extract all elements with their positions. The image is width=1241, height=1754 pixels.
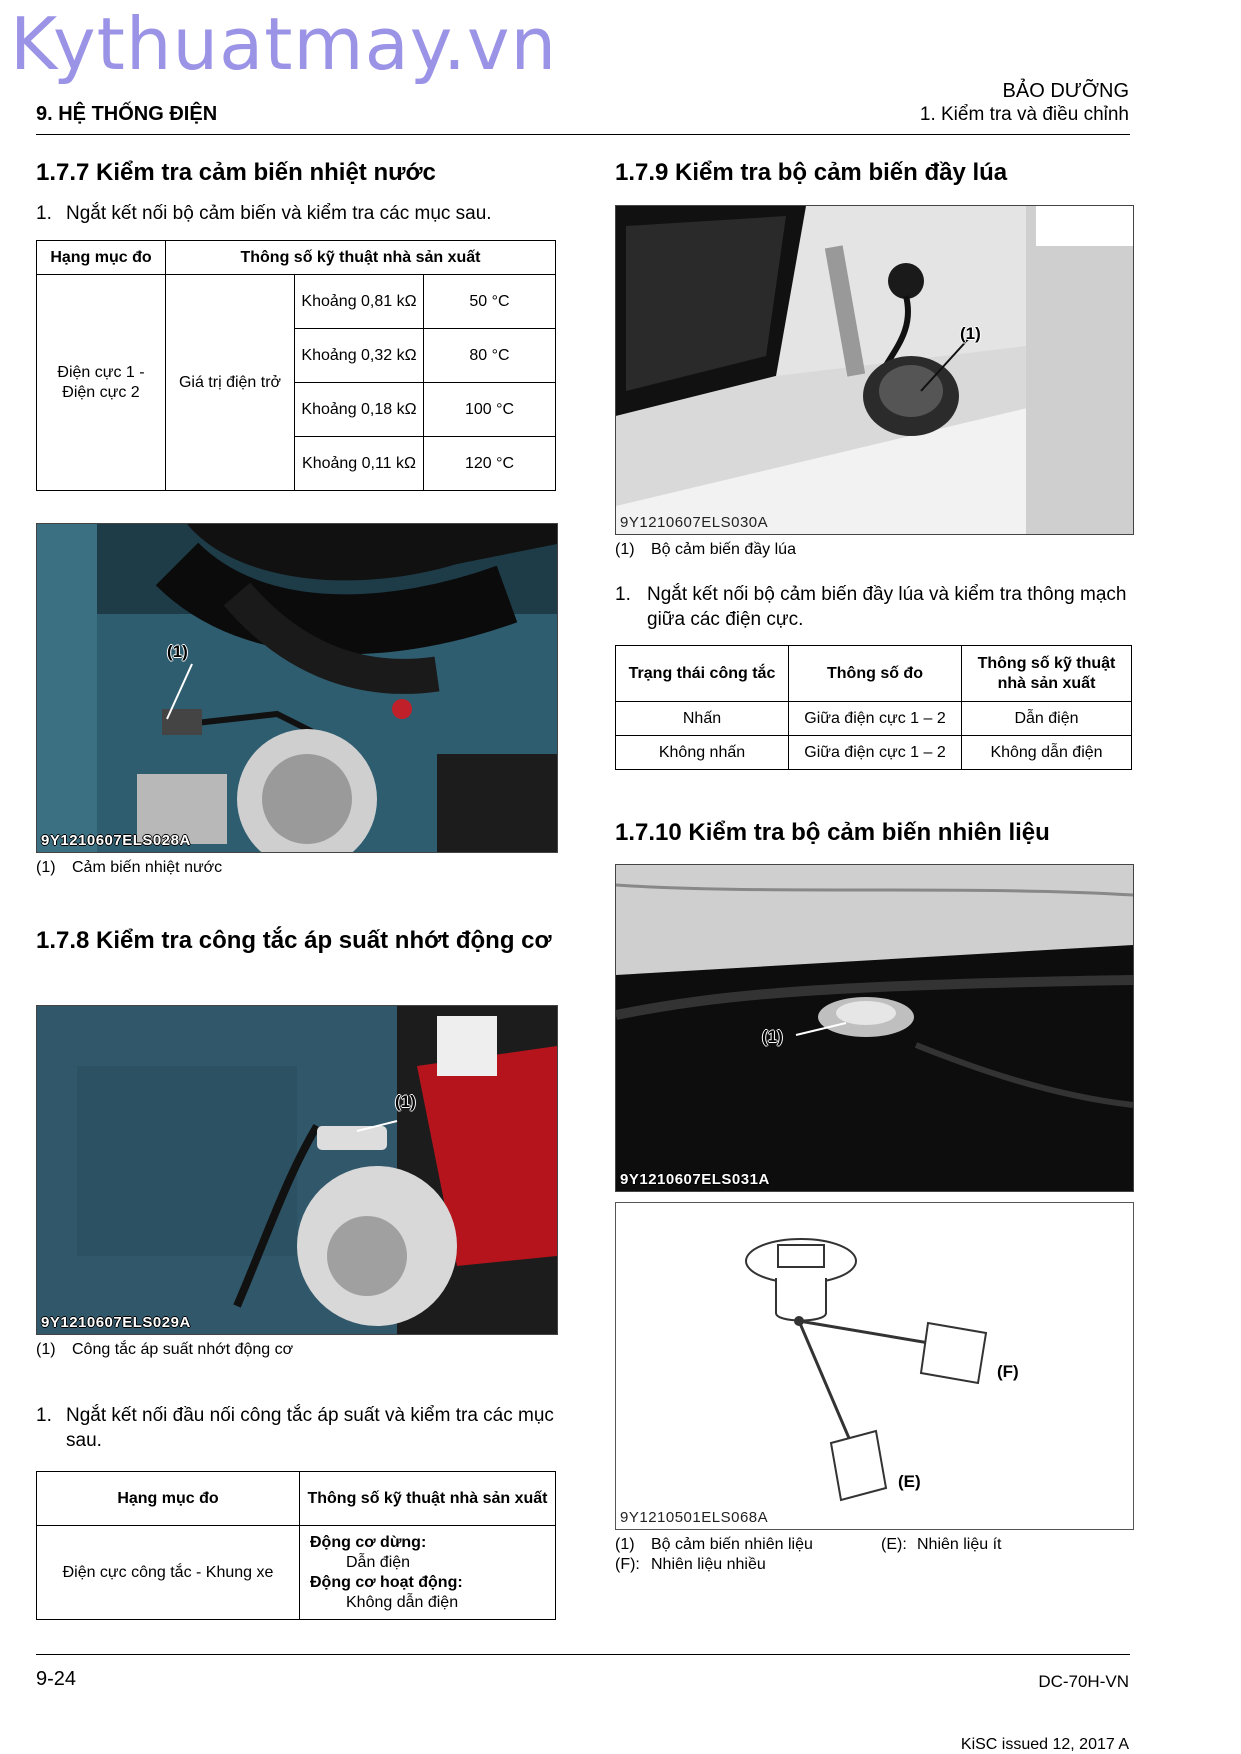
col-header-spec: Thông số kỹ thuật nhà sản xuất [166,241,556,275]
col-header-state: Trạng thái công tắc [616,646,789,702]
caption-number: (1) [36,859,56,876]
caption-number: (F): [615,1556,640,1573]
stop-value: Dẫn điện [346,1553,411,1571]
col-header-measure: Thông số đo [789,646,962,702]
cell-resistance: Khoảng 0,81 kΩ [295,275,424,329]
resistance-table [36,240,556,491]
document-code: DC-70H-VN [1038,1672,1129,1691]
grain-sensor-photo-illustration [616,206,1133,534]
photo-code: 9Y1210607ELS029A [41,1314,191,1331]
cell-temperature: 50 °C [424,275,556,329]
engine-photo-illustration [37,524,557,852]
engine-photo-illustration [37,1006,557,1334]
cell-temperature: 120 °C [424,437,556,491]
step-text: Ngắt kết nối bộ cảm biến đầy lúa và kiểm tra thông mạch giữa các điện cực. [647,584,1127,630]
header-divider [36,134,1130,135]
caption-text: Nhiên liệu ít [917,1536,1002,1553]
cell-temperature: 80 °C [424,329,556,383]
step-number: 1. [36,1405,52,1426]
photo-code: 9Y1210607ELS030A [620,514,769,531]
col-header-spec: Thông số kỹ thuật nhà sản xuất [962,646,1132,702]
heading-1-7-7: 1.7.7 Kiểm tra cảm biến nhiệt nước [36,159,436,186]
chapter-title: BẢO DƯỠNG [1002,80,1129,102]
cell-state: Không nhấn [616,736,789,770]
step-1-7-7 [36,201,556,226]
callout-1: (1) [395,1092,416,1111]
col-header-item: Hạng mục đo [37,1472,300,1526]
diagram-code: 9Y1210501ELS068A [620,1509,769,1526]
step-number: 1. [615,584,631,605]
page-number: 9-24 [36,1668,77,1690]
callout-1: (1) [960,324,981,343]
caption-grain-sensor [615,540,796,560]
step-text: Ngắt kết nối bộ cảm biến và kiểm tra các mục sau. [66,203,492,224]
diagram-fuel-sensor [615,1202,1134,1530]
footer-divider [36,1654,1130,1655]
issue-note: KiSC issued 12, 2017 A [960,1736,1129,1753]
subchapter-title: 1. Kiểm tra và điều chỉnh [919,104,1129,125]
caption-fuel-high [615,1555,766,1575]
caption-text: Nhiên liệu nhiều [651,1556,766,1573]
col-header-item: Hạng mục đo [37,241,166,275]
run-value: Không dẫn điện [346,1593,459,1611]
cell-resistance: Khoảng 0,11 kΩ [295,437,424,491]
caption-water-temp [36,858,222,878]
cell-param: Giá trị điện trở [166,275,295,491]
fuel-sensor-diagram [616,1203,1133,1529]
step-1-7-8 [36,1403,556,1453]
stop-label: Động cơ dừng: [310,1533,427,1551]
heading-1-7-8: 1.7.8 Kiểm tra công tắc áp suất nhớt động cơ [36,927,552,954]
cell-measure: Giữa điện cực 1 – 2 [789,736,962,770]
step-number: 1. [36,203,52,224]
grain-sensor-table [615,645,1132,770]
section-title: 9. HỆ THỐNG ĐIỆN [36,103,218,125]
cell-temperature: 100 °C [424,383,556,437]
caption-text: Bộ cảm biến đầy lúa [651,541,796,558]
run-label: Động cơ hoạt động: [310,1573,463,1591]
callout-1: (1) [762,1027,783,1046]
caption-text: Bộ cảm biến nhiên liệu [651,1536,813,1553]
label-e: (E) [898,1472,921,1491]
heading-1-7-9: 1.7.9 Kiểm tra bộ cảm biến đầy lúa [615,159,1008,186]
caption-number: (1) [615,1536,635,1553]
label-f: (F) [997,1362,1019,1381]
watermark: Kythuatmay.vn [10,2,558,86]
fuel-sensor-photo-illustration [616,865,1133,1191]
caption-text: Công tắc áp suất nhớt động cơ [72,1341,294,1358]
cell-item: Điện cực 1 - Điện cực 2 [37,275,166,491]
caption-number: (1) [36,1341,56,1358]
caption-fuel-low [881,1535,1002,1555]
photo-code: 9Y1210607ELS028A [41,832,191,849]
oil-pressure-table [36,1471,556,1620]
cell-resistance: Khoảng 0,32 kΩ [295,329,424,383]
cell-state: Nhấn [616,702,789,736]
callout-1: (1) [167,642,188,661]
step-text: Ngắt kết nối đầu nối công tắc áp suất và kiểm tra các mục sau. [66,1405,554,1451]
photo-water-temp-sensor [36,523,558,853]
cell-spec: Không dẫn điện [962,736,1132,770]
cell-measure: Giữa điện cực 1 – 2 [789,702,962,736]
photo-fuel-sensor [615,864,1134,1192]
step-1-7-9 [615,582,1132,632]
photo-code: 9Y1210607ELS031A [620,1171,770,1188]
photo-oil-pressure-switch [36,1005,558,1335]
col-header-spec: Thông số kỹ thuật nhà sản xuất [300,1472,556,1526]
caption-number: (E): [881,1536,907,1553]
photo-grain-full-sensor [615,205,1134,535]
caption-fuel-sensor [615,1535,813,1555]
caption-text: Cảm biến nhiệt nước [72,859,223,876]
cell-spec: Dẫn điện [962,702,1132,736]
caption-oil-pressure [36,1340,296,1360]
caption-number: (1) [615,541,635,558]
cell-spec [300,1526,556,1620]
heading-1-7-10: 1.7.10 Kiểm tra bộ cảm biến nhiên liệu [615,819,1050,846]
cell-resistance: Khoảng 0,18 kΩ [295,383,424,437]
cell-item: Điện cực công tắc - Khung xe [37,1526,300,1620]
